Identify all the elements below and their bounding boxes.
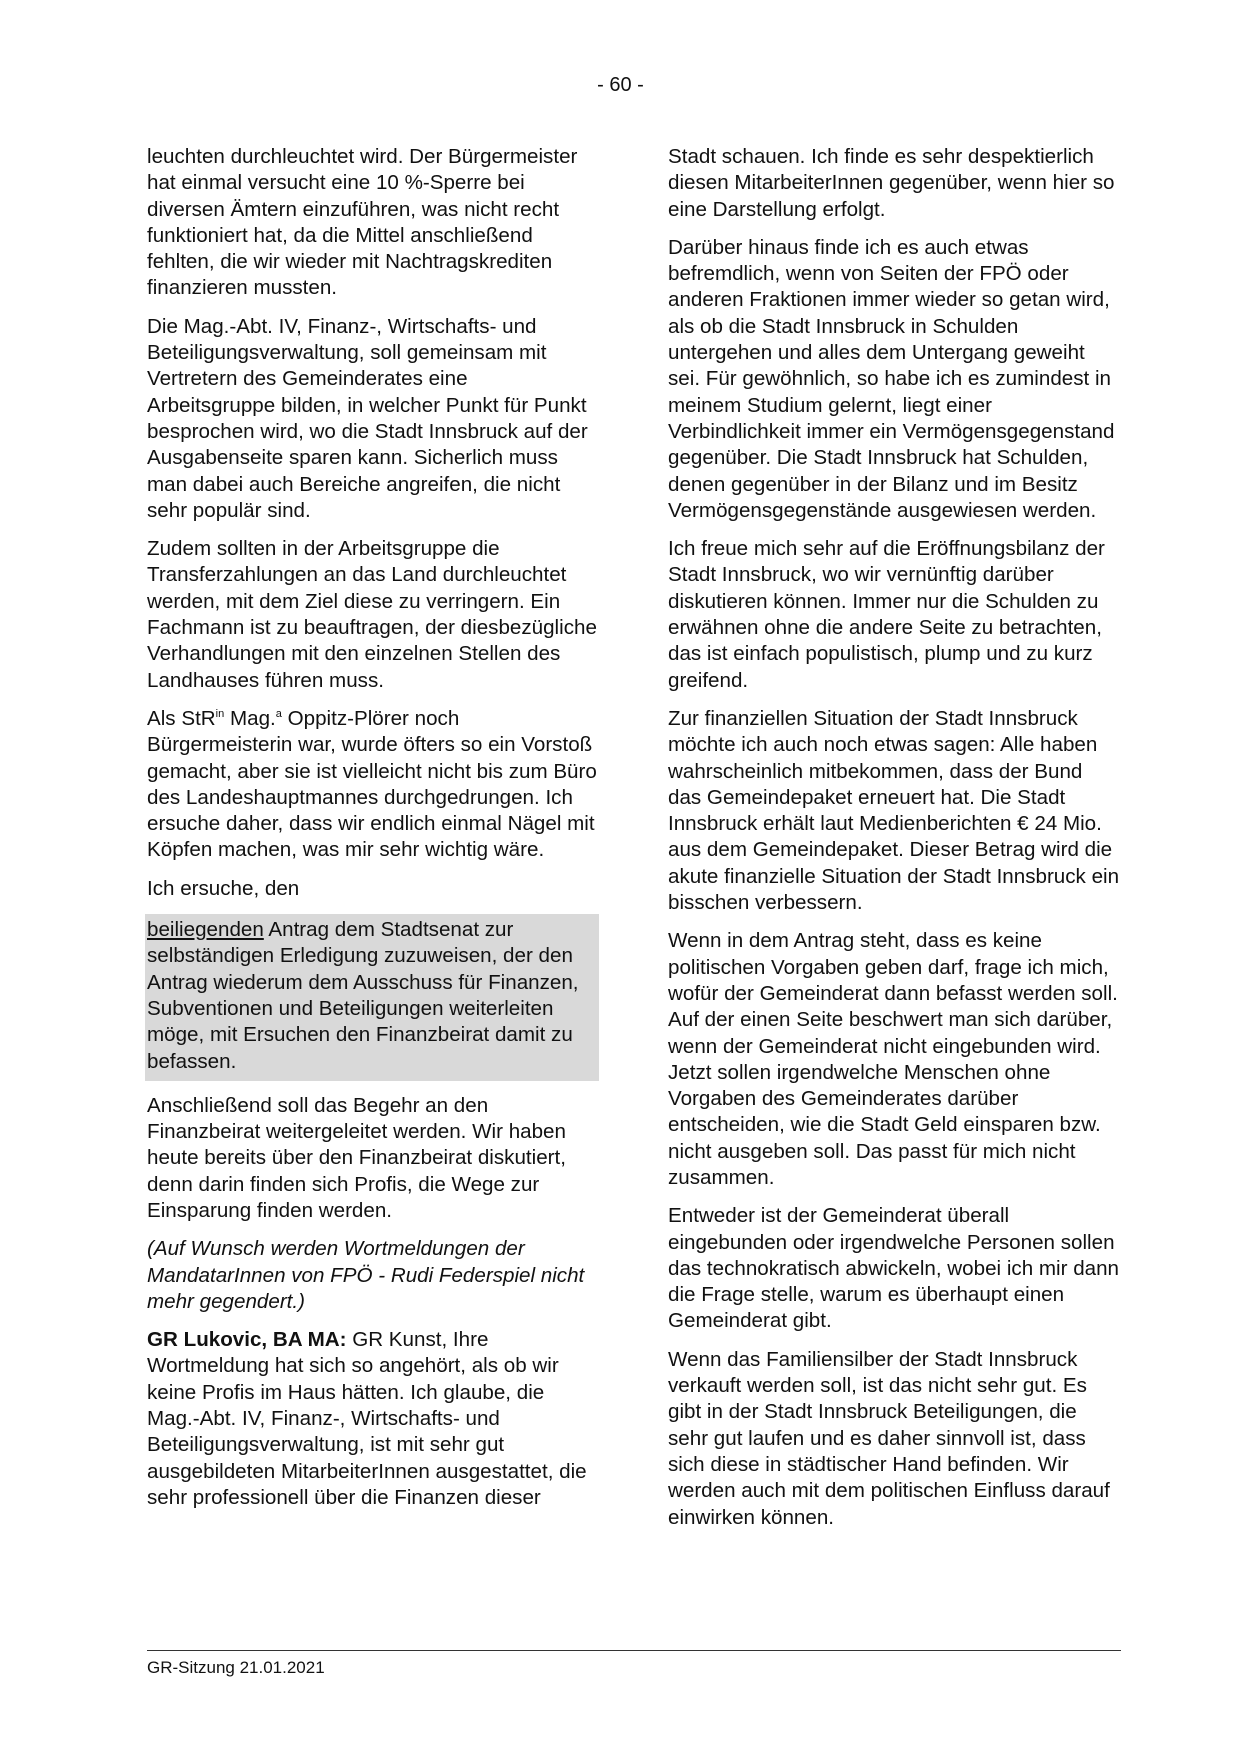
footer-text: GR-Sitzung 21.01.2021 [147,1658,325,1677]
text-fragment: Mag. [224,706,276,730]
underlined-word: beiliegenden [147,918,264,942]
paragraph: Darüber hinaus finde ich es auch etwas befremdlich, wenn von Seiten der FPÖ oder anderen Fraktionen immer wieder so getan wird, als ob die Stadt Innsbruck in Schulden untergehen und alles dem Untergang geweiht sei. Für gewöhnlich, so habe ich es zumindest in meinem Studium gelernt, liegt einer Verbindlichkeit immer ein Vermögensgegenstand gegenüber. Die Stadt Innsbruck hat Schulden, denen gegenüber in der Bilanz und im Besitz Vermögensgegenstände ausgewiesen werden. [668,235,1115,522]
text-fragment: Als StR [147,706,216,730]
left-column [147,144,599,1511]
highlighted-motion [145,914,599,1081]
paragraph: Anschließend soll das Begehr an den Finanzbeirat weitergeleitet werden. Wir haben heute bereits über den Finanzbeirat diskutiert, denn darin finden sich Profis, die Wege zur Einsparung finden werden. [147,1093,566,1222]
text-fragment: Oppitz-Plörer noch Bürgermeisterin war, wurde öfters so ein Vorstoß gemacht, aber sie ist vielleicht nicht bis zum Büro des Landeshauptmannes durchgedrungen. Ich ersuche daher, dass wir endlich einmal Nägel mit Köpfen machen, was mir sehr wichtig wäre. [147,706,597,862]
paragraph: Wenn das Familiensilber der Stadt Innsbruck verkauft werden soll, ist das nicht sehr gut. Es gibt in der Stadt Innsbruck Beteiligungen, die sehr gut laufen und es daher sinnvoll ist, dass sich diese in städtischer Hand befinden. Wir werden auch mit dem politischen Einfluss darauf einwirken können. [668,1347,1110,1529]
paragraph: Ich ersuche, den [147,876,300,900]
paragraph [147,1327,599,1511]
paragraph: Wenn in dem Antrag steht, dass es keine politischen Vorgaben geben darf, frage ich mich, wofür der Gemeinderat dann befasst werden soll. Auf der einen Seite beschwert man sich darüber, wenn der Gemeinderat nicht eingebunden wird. Jetzt sollen irgendwelche Menschen ohne Vorgaben des Gemeinderates darüber entscheiden, wie die Stadt Geld einsparen bzw. nicht ausgeben soll. Das passt für mich nicht zusammen. [668,929,1118,1189]
paragraph: Die Mag.-Abt. IV, Finanz-, Wirtschafts- und Beteiligungsverwaltung, soll gemeinsam mit Vertretern des Gemeinderates eine Arbeitsgruppe bilden, in welcher Punkt für Punkt besprochen wird, wo die Stadt Innsbruck auf der Ausgabenseite sparen kann. Sicherlich muss man dabei auch Bereiche angreifen, die nicht sehr populär sind. [147,314,588,522]
footer-divider [147,1650,1121,1651]
superscript: a [275,707,282,720]
paragraph: Stadt schauen. Ich finde es sehr despektierlich diesen MitarbeiterInnen gegenüber, wenn hier so eine Darstellung erfolgt. [668,145,1115,221]
paragraph: Ich freue mich sehr auf die Eröffnungsbilanz der Stadt Innsbruck, wo wir vernünftig darüber diskutieren können. Immer nur die Schulden zu erwähnen ohne die andere Seite zu betrachten, das ist einfach populistisch, plump und zu kurz greifend. [668,537,1105,692]
paragraph: Zur finanziellen Situation der Stadt Innsbruck möchte ich auch noch etwas sagen: Alle haben wahrscheinlich mitbekommen, dass der Bund das Gemeindepaket erneuert hat. Die Stadt Innsbruck erhält laut Medienberichten € 24 Mio. aus dem Gemeindepaket. Dieser Betrag wird die akute finanzielle Situation der Stadt Innsbruck ein bisschen verbessern. [668,706,1120,915]
paragraph: leuchten durchleuchtet wird. Der Bürgermeister hat einmal versucht eine 10 %-Sperre bei diversen Ämtern einzuführen, was nicht recht funktioniert hat, da die Mittel anschließend fehlten, die wir wieder mit Nachtragskrediten finanzieren mussten. [147,145,578,300]
paragraph [147,706,599,864]
italic-note: (Auf Wunsch werden Wortmeldungen der MandatarInnen von FPÖ - Rudi Federspiel nicht mehr gegendert.) [147,1237,585,1313]
page-number: - 60 - [597,74,644,96]
superscript: in [215,707,225,720]
speaker-name: GR Lukovic, BA MA: [147,1328,347,1352]
text-fragment: GR Kunst, Ihre Wortmeldung hat sich so angehört, als ob wir keine Profis im Haus hätten. Ich glaube, die Mag.-Abt. IV, Finanz-, Wirtschafts- und Beteiligungsverwaltung, ist mit sehr gut ausgebildeten MitarbeiterInnen ausgestattet, die sehr professionell über die Finanzen dieser [147,1328,587,1509]
right-column [668,144,1120,1531]
paragraph: Zudem sollten in der Arbeitsgruppe die Transferzahlungen an das Land durchleuchtet werden, mit dem Ziel diese zu verringern. Ein Fachmann ist zu beauftragen, der diesbezügliche Verhandlungen mit den einzelnen Stellen des Landhauses führen muss. [147,537,597,692]
paragraph: Entweder ist der Gemeinderat überall eingebunden oder irgendwelche Personen sollen das technokratisch abwickeln, wobei ich mir dann die Frage stelle, warum es überhaupt einen Gemeinderat gibt. [668,1204,1120,1333]
text-fragment: Antrag dem Stadtsenat zur selbständigen Erledigung zuzuweisen, der den Antrag wiederum dem Ausschuss für Finanzen, Subventionen und Beteiligungen weiterleiten möge, mit Ersuchen den Finanzbeirat damit zu befassen. [147,918,579,1073]
